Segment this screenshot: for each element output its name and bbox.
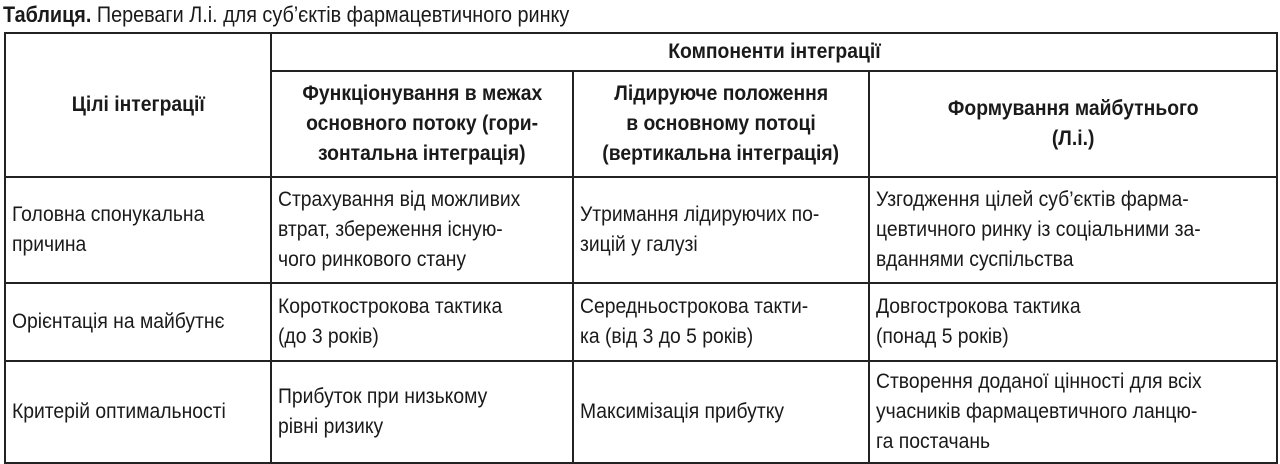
header-line: зонтальна інтеграція) [318, 142, 526, 165]
table-cell [573, 283, 869, 361]
group-header-text: Компоненти інтеграції [667, 40, 881, 63]
integration-table [4, 32, 1278, 464]
header-line: (вертикальна інтеграція) [602, 142, 840, 165]
cell-line: зицій у галузі [580, 233, 698, 256]
cell-line: Орієнтація на майбутнє [12, 310, 225, 333]
row-header-text: Цілі інтеграції [71, 93, 205, 116]
column-header-future [869, 71, 1277, 177]
column-header-horizontal [271, 71, 573, 177]
cell-line: вданнями суспільства [876, 248, 1074, 271]
table-cell [869, 177, 1277, 283]
cell-line: Максимізація прибутку [580, 400, 785, 423]
cell-line: Середньострокова такти- [580, 295, 809, 318]
cell-line: (до 3 років) [278, 325, 379, 348]
row-label-cell [5, 177, 271, 283]
caption-text: Переваги Л.і. для суб’єктів фармацевтичного ринку [96, 2, 570, 27]
table-row [5, 283, 1277, 361]
row-label-cell [5, 361, 271, 463]
table-cell [573, 361, 869, 463]
header-line: Формування майбутнього [947, 97, 1199, 120]
cell-line: ка (від 3 до 5 років) [580, 325, 754, 348]
cell-line: Довгострокова тактика [876, 295, 1081, 318]
table-row [5, 177, 1277, 283]
cell-line: учасників фармацевтичного ланцю- [876, 400, 1198, 423]
row-label-cell [5, 283, 271, 361]
table-cell [271, 177, 573, 283]
table-cell [869, 283, 1277, 361]
cell-line: Узгодження цілей суб’єктів фарма- [876, 188, 1189, 211]
cell-line: Створення доданої цінності для всіх [876, 370, 1202, 393]
header-line: (Л.і.) [1051, 127, 1095, 150]
header-row-group [5, 33, 1277, 71]
cell-line: Прибуток при низькому [278, 385, 488, 408]
cell-line: Страхування від можливих [278, 188, 521, 211]
cell-line: Короткострокова тактика [278, 295, 503, 318]
caption-label: Таблиця. [3, 2, 92, 27]
table-row [5, 361, 1277, 463]
header-line: Функціонування в межах [302, 82, 542, 105]
cell-line: цевтичного ринку із соціальними за- [876, 218, 1201, 241]
cell-line: рівні ризику [278, 415, 384, 438]
table-cell [573, 177, 869, 283]
cell-line: Головна спонукальна [12, 203, 205, 226]
table-caption [3, 0, 569, 30]
cell-line: га постачань [876, 430, 991, 453]
cell-line: втрат, збереження існую- [278, 218, 503, 241]
group-header-cell [271, 33, 1277, 71]
table-cell [271, 361, 573, 463]
column-header-vertical [573, 71, 869, 177]
cell-line: Критерій оптимальності [12, 400, 226, 423]
header-line: Лідируюче положення [614, 82, 828, 105]
cell-line: причина [12, 233, 87, 256]
header-line: в основному потоці [626, 112, 816, 135]
table-cell [869, 361, 1277, 463]
header-line: основного потоку (гори- [305, 112, 538, 135]
table-cell [271, 283, 573, 361]
row-header-cell [5, 33, 271, 177]
cell-line: чого ринкового стану [278, 248, 467, 271]
cell-line: (понад 5 років) [876, 325, 1009, 348]
cell-line: Утримання лідируючих по- [580, 203, 820, 226]
